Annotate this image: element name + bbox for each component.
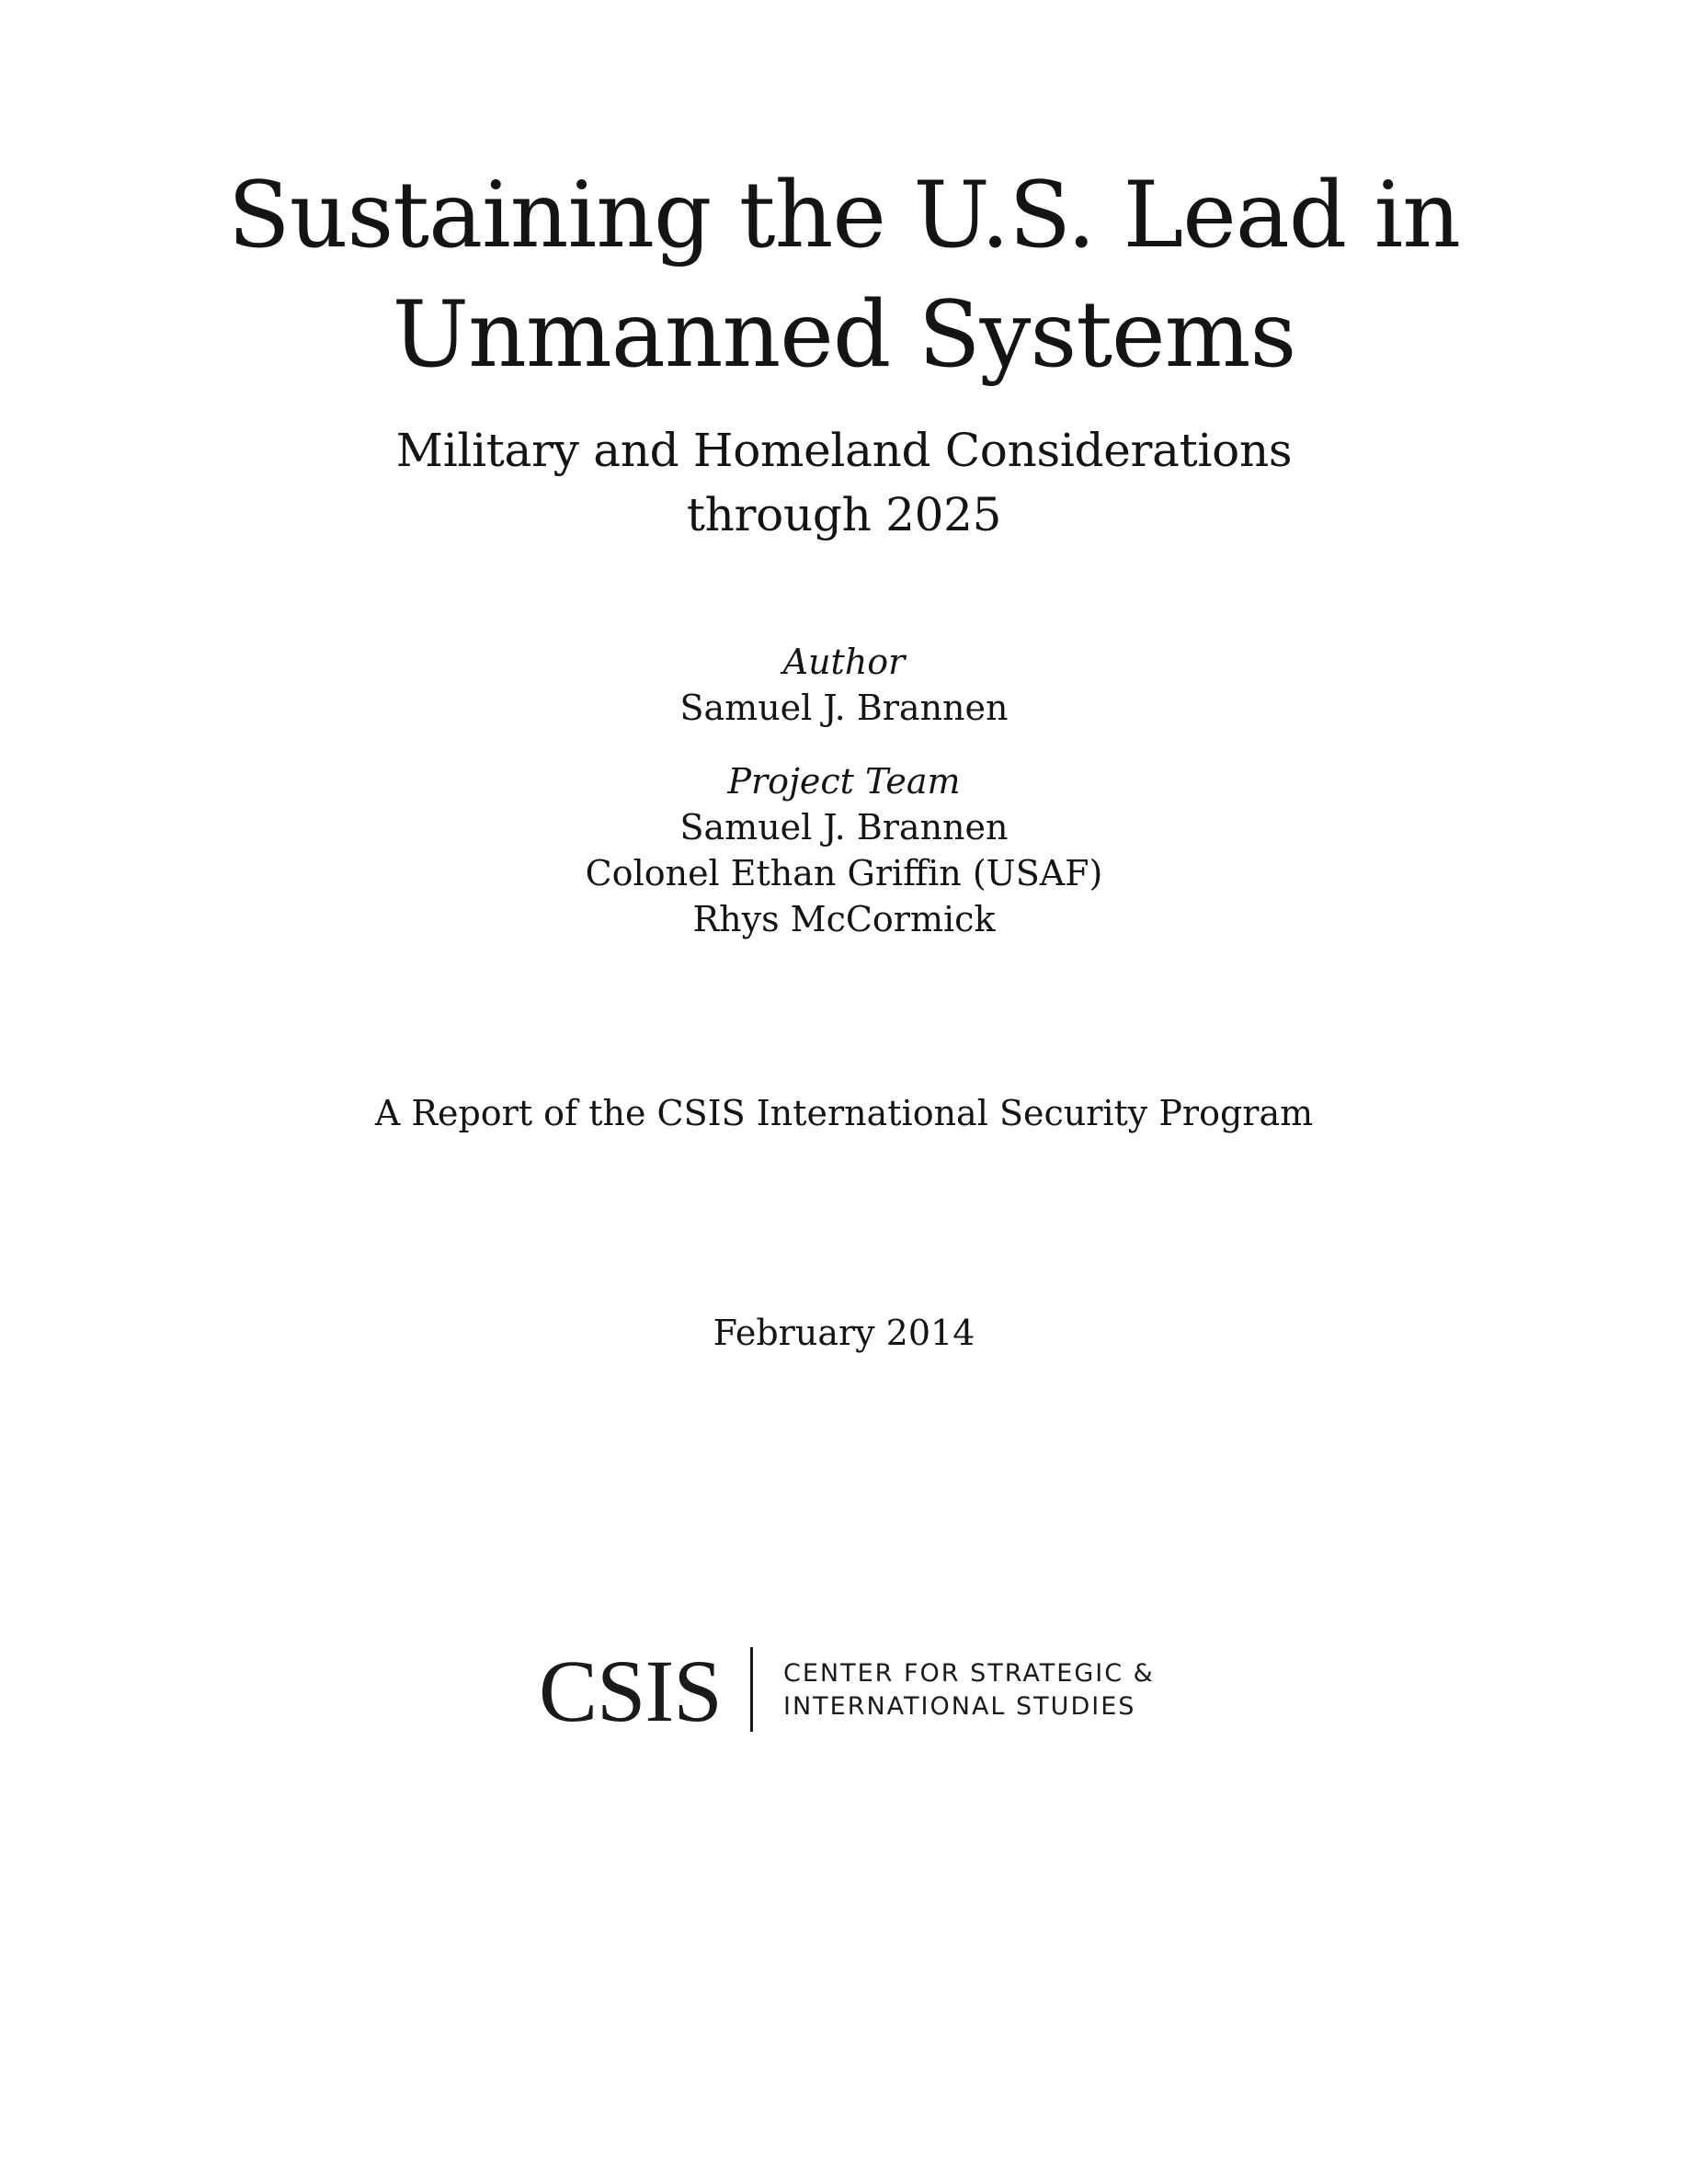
team-member: Rhys McCormick xyxy=(692,899,996,939)
team-member: Samuel J. Brannen xyxy=(679,807,1009,847)
logo-divider xyxy=(750,1647,753,1732)
team-member: Colonel Ethan Griffin (USAF) xyxy=(585,853,1103,893)
publication-date: February 2014 xyxy=(713,1313,975,1353)
logo-text-line-2: INTERNATIONAL STUDIES xyxy=(783,1692,1136,1721)
report-subtitle-line-2: through 2025 xyxy=(686,488,1002,541)
csis-wordmark: CSIS xyxy=(539,1642,722,1740)
report-title-line-2: Unmanned Systems xyxy=(392,282,1296,388)
author-block xyxy=(0,639,1688,731)
report-title xyxy=(0,156,1688,395)
report-subtitle-line-1: Military and Homeland Considerations xyxy=(395,424,1293,477)
report-subtitle xyxy=(0,418,1688,547)
author-label: Author xyxy=(782,642,906,682)
project-team-label: Project Team xyxy=(727,761,961,802)
report-title-line-1: Sustaining the U.S. Lead in xyxy=(227,163,1461,268)
project-team-block xyxy=(0,758,1688,942)
program-line: A Report of the CSIS International Security Program xyxy=(374,1093,1314,1133)
csis-logo xyxy=(539,1642,1164,1740)
logo-text-line-1: CENTER FOR STRATEGIC & xyxy=(783,1659,1155,1688)
author-name: Samuel J. Brannen xyxy=(679,688,1009,728)
